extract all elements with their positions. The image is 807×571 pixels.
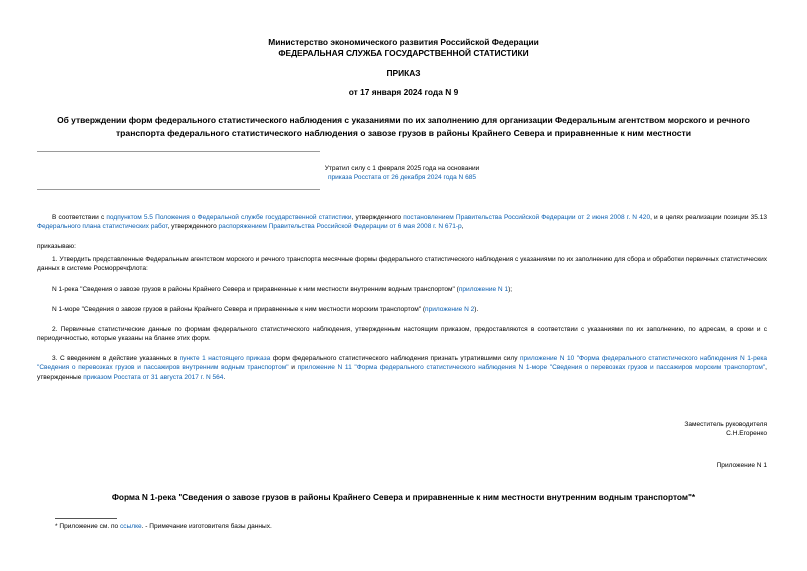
- item-3-text: и: [288, 364, 298, 372]
- item-3-text: .: [223, 373, 226, 381]
- footnote-text: * Приложение см. по: [55, 523, 121, 530]
- item-1: [37, 255, 767, 274]
- link-subpoint[interactable]: подпунктом 5.5: [106, 214, 153, 221]
- link-appendix-11[interactable]: приложение N 11 "Форма федерального статистического наблюдения N 1-море "Сведения о перевозках грузов и пассажиров морским транспортом": [297, 364, 766, 372]
- link-appendix-1[interactable]: приложение N 1: [458, 286, 509, 293]
- divider-line: [37, 189, 320, 190]
- item-3-text: , утвержденные: [37, 364, 767, 381]
- ministry-name: Министерство экономического развития Российской Федерации: [268, 37, 539, 47]
- form-1-text: N 1-река "Сведения о завозе грузов в районы Крайнего Севера и приравненные к ним местности внутренним водным транспортом" (: [52, 286, 459, 293]
- document-date-number: от 17 января 2024 года N 9: [348, 87, 459, 97]
- item-3-text: 3. С введением в действие указанных в: [52, 355, 180, 362]
- item-2: [37, 325, 767, 344]
- preamble-text: , утвержденного: [351, 214, 404, 221]
- form-2-text: N 1-море "Сведения о завозе грузов в районы Крайнего Севера и приравненные к ним местности морским транспортом" (: [52, 306, 426, 313]
- order-word: приказываю:: [37, 243, 76, 250]
- status-text: Утратил силу с 1 февраля 2025 года на основании: [324, 165, 480, 172]
- footnote-divider: [55, 518, 117, 519]
- divider-line: [37, 151, 320, 152]
- footnote: [55, 522, 272, 531]
- link-order-564[interactable]: приказом Росстата от 31 августа 2017 г. N 564: [83, 373, 224, 381]
- link-statistical-plan[interactable]: Федерального плана статистических работ: [37, 223, 168, 231]
- form-2-end: ).: [474, 306, 479, 313]
- form-1-end: );: [508, 286, 513, 293]
- document-title-line1: Об утверждении форм федерального статистического наблюдения с указаниями по их заполнению для организации Федеральным агентством морского и речного: [57, 115, 750, 125]
- signature-block: [684, 420, 767, 439]
- preamble-text: ,: [461, 223, 464, 231]
- document-type: ПРИКАЗ: [386, 68, 421, 78]
- link-appendix-2[interactable]: приложение N 2: [425, 306, 475, 313]
- form-1-item: [52, 285, 767, 294]
- service-name: ФЕДЕРАЛЬНАЯ СЛУЖБА ГОСУДАРСТВЕННОЙ СТАТИСТИКИ: [278, 48, 529, 58]
- link-appendix-10[interactable]: приложение N 10 "Форма федерального статистического наблюдения N 1-река "Сведения о перевозках грузов и пассажиров внутренним водным транспортом": [37, 355, 767, 372]
- footnote-text: . - Примечание изготовителя базы данных.: [141, 523, 272, 530]
- link-resolution[interactable]: постановлением Правительства Российской Федерации от 2 июня 2008 г. N 420: [403, 214, 651, 221]
- appendix-label: Приложение N 1: [716, 462, 767, 469]
- preamble-text: В соответствии с: [52, 214, 107, 221]
- signature-name: С.Н.Егоренко: [726, 430, 767, 438]
- signature-position: Заместитель руководителя: [684, 421, 767, 428]
- item-3-text: форм федерального статистического наблюдения признать утратившими силу: [270, 355, 520, 362]
- document-title-line2: транспорта федерального статистического наблюдения о завозе грузов в районы Крайнего Севера и приравненные к ним местности: [115, 128, 692, 138]
- status-link[interactable]: приказа Росстата от 26 декабря 2024 года N 685: [327, 174, 477, 182]
- preamble-paragraph: [37, 213, 767, 232]
- status-block: [37, 164, 767, 183]
- form-heading: Форма N 1-река "Сведения о завозе грузов в районы Крайнего Севера и приравненные к ним местности внутренним водным транспортом"*: [111, 492, 696, 502]
- link-decree[interactable]: распоряжением Правительства Российской Федерации от 6 мая 2008 г. N 671-р: [218, 223, 462, 231]
- item-2-text: 2. Первичные статистические данные по формам федерального статистического наблюдения, утвержденным настоящим приказом, предоставляются в соответствии с указаниями по их заполнению, по адресам, в сроки и с периодичностью, которые указаны на бланке этих форм.: [37, 326, 767, 343]
- item-3: [37, 354, 767, 382]
- form-2-item: [52, 305, 767, 314]
- link-regulation[interactable]: Положения о Федеральной службе государственной статистики: [155, 214, 352, 221]
- footnote-link[interactable]: ссылке: [120, 523, 142, 530]
- preamble-text: , и в целях реализации позиции 35.13: [650, 214, 768, 221]
- link-point-1[interactable]: пункте 1 настоящего приказа: [179, 355, 271, 362]
- item-1-text: 1. Утвердить представленные Федеральным агентством морского и речного транспорта месячные формы федерального статистического наблюдения с указаниями по их заполнению для сбора и обработки первичных статистических данных в системе Росморречфлота:: [37, 256, 767, 273]
- preamble-text: , утвержденного: [167, 223, 219, 231]
